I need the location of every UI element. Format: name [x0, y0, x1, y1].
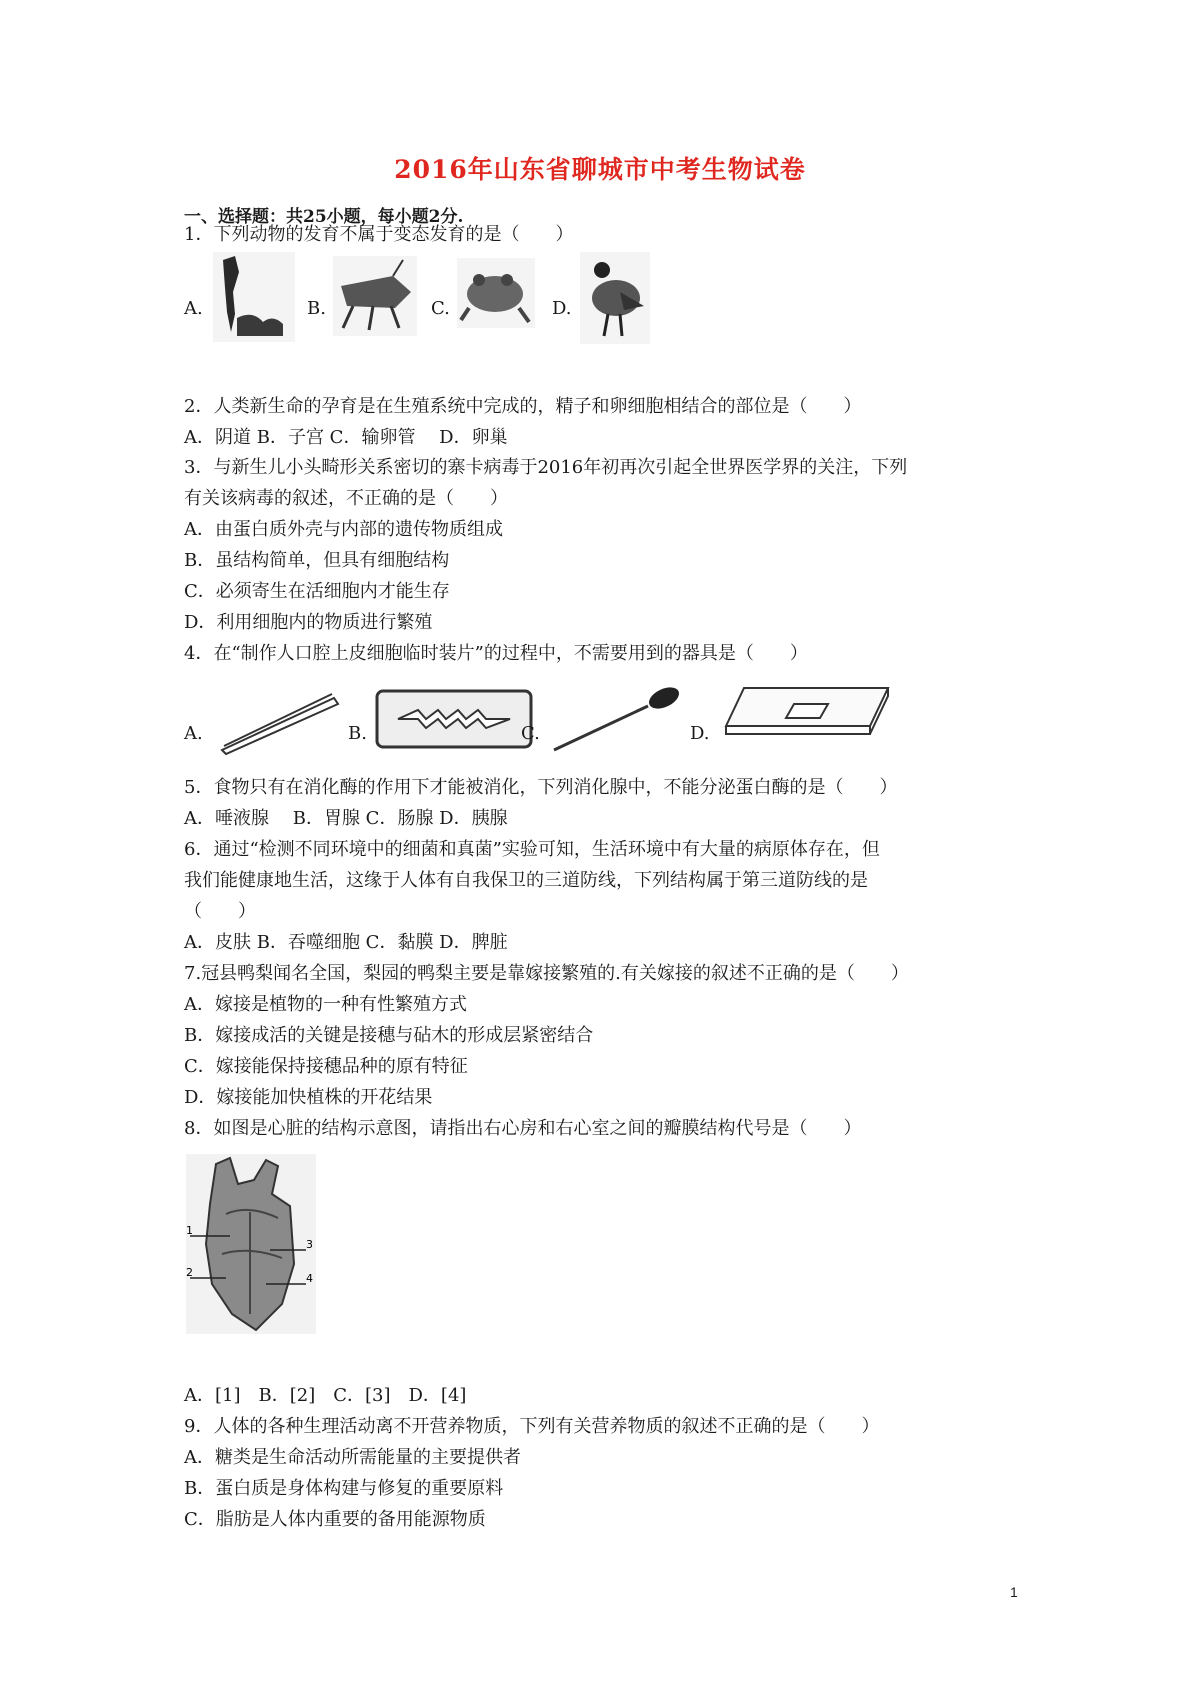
butterfly-lifecycle-image — [213, 252, 295, 342]
q3-stem-line1: 3．与新生儿小头畸形关系密切的寨卡病毒于2016年初再次引起全世界医学界的关注，下列 — [184, 457, 908, 478]
q5-options: A．唾液腺 B．胃腺 C．肠腺 D．胰腺 — [184, 808, 508, 829]
q6-stem-line2: 我们能健康地生活，这缘于人体有自我保卫的三道防线，下列结构属于第三道防线的是 — [184, 870, 868, 891]
q9-option-b: B．蛋白质是身体构建与修复的重要原料 — [184, 1478, 504, 1499]
razor-blade-image — [374, 688, 534, 750]
q8-stem: 8．如图是心脏的结构示意图，请指出右心房和右心室之间的瓣膜结构代号是（ ） — [184, 1118, 862, 1139]
q3-option-b: B．虽结构简单，但具有细胞结构 — [184, 550, 450, 571]
heart-mark-1: 1 — [186, 1224, 193, 1237]
heart-mark-4: 4 — [306, 1272, 313, 1285]
q4-label-b: B. — [348, 723, 367, 744]
q6-stem-line1: 6．通过“检测不同环境中的细菌和真菌”实验可知，生活环境中有大量的病原体存在，但 — [184, 839, 880, 860]
q2-options: A．阴道 B．子宫 C．输卵管 D．卵巢 — [184, 427, 508, 448]
heart-mark-2: 2 — [186, 1266, 193, 1279]
q4-label-c: C. — [521, 723, 540, 744]
page-number: 1 — [1010, 1584, 1018, 1600]
q7-option-d: D．嫁接能加快植株的开花结果 — [184, 1087, 433, 1108]
locust-image — [333, 256, 417, 336]
q6-stem-line3: （ ） — [184, 901, 256, 922]
q3-option-a: A．由蛋白质外壳与内部的遗传物质组成 — [184, 519, 503, 540]
frog-image — [457, 258, 535, 328]
q6-options: A．皮肤 B．吞噬细胞 C．黏膜 D．脾脏 — [184, 932, 508, 953]
q9-option-a: A．糖类是生命活动所需能量的主要提供者 — [184, 1447, 521, 1468]
dropper-image — [548, 684, 686, 756]
q8-options: A．[1] B．[2] C．[3] D．[4] — [184, 1385, 467, 1406]
heart-mark-3: 3 — [306, 1238, 313, 1251]
q4-label-a: A. — [184, 723, 203, 744]
q1-label-c: C. — [431, 298, 450, 319]
q4-label-d: D. — [690, 723, 710, 744]
pigeon-image — [580, 252, 650, 344]
tweezers-image — [214, 688, 344, 758]
q5-stem: 5．食物只有在消化酶的作用下才能被消化，下列消化腺中，不能分泌蛋白酶的是（ ） — [184, 777, 898, 798]
q3-option-d: D．利用细胞内的物质进行繁殖 — [184, 612, 433, 633]
q7-option-a: A．嫁接是植物的一种有性繁殖方式 — [184, 994, 467, 1015]
q1-label-d: D. — [552, 298, 572, 319]
q2-stem: 2．人类新生命的孕育是在生殖系统中完成的，精子和卵细胞相结合的部位是（ ） — [184, 396, 862, 417]
section-heading: 一、选择题：共25小题，每小题2分. — [184, 207, 464, 227]
q7-option-c: C．嫁接能保持接穗品种的原有特征 — [184, 1056, 468, 1077]
q4-stem: 4．在“制作人口腔上皮细胞临时装片”的过程中，不需要用到的器具是（ ） — [184, 643, 808, 664]
q1-label-a: A. — [184, 298, 203, 319]
q1-stem: 1．下列动物的发育不属于变态发育的是（ ） — [184, 224, 574, 245]
q7-stem: 7.冠县鸭梨闻名全国，梨园的鸭梨主要是靠嫁接繁殖的.有关嫁接的叙述不正确的是（ ） — [184, 963, 909, 984]
page-title: 2016年山东省聊城市中考生物试卷 — [394, 155, 806, 184]
q7-option-b: B．嫁接成活的关键是接穗与砧木的形成层紧密结合 — [184, 1025, 594, 1046]
q9-stem: 9．人体的各种生理活动离不开营养物质，下列有关营养物质的叙述不正确的是（ ） — [184, 1416, 880, 1437]
q9-option-c: C．脂肪是人体内重要的备用能源物质 — [184, 1509, 486, 1530]
q3-stem-line2: 有关该病毒的叙述，不正确的是（ ） — [184, 488, 508, 509]
q3-option-c: C．必须寄生在活细胞内才能生存 — [184, 581, 450, 602]
q1-label-b: B. — [307, 298, 326, 319]
heart-diagram-image — [186, 1154, 316, 1334]
slide-coverslip-image — [718, 682, 894, 744]
